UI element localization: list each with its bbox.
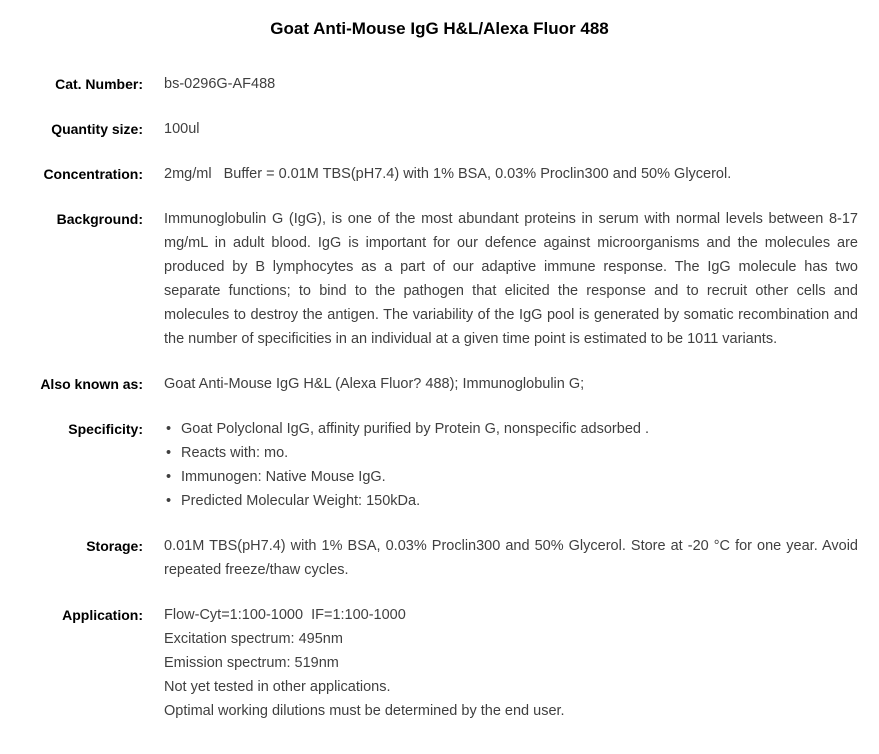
storage-value: 0.01M TBS(pH7.4) with 1% BSA, 0.03% Proclin300 and 50% Glycerol. Store at -20 °C for one year. Avoid repeated freeze/thaw cycles. (164, 538, 858, 578)
storage-label: Storage: (86, 538, 143, 554)
quantity-size-label: Quantity size: (51, 121, 143, 137)
application-line: Flow-Cyt=1:100-1000 IF=1:100-1000 (164, 607, 406, 623)
row-concentration (0, 162, 858, 186)
also-known-as-label: Also known as: (40, 376, 143, 392)
row-cat-number (0, 72, 858, 96)
application-line: Excitation spectrum: 495nm (164, 631, 343, 647)
application-line: Optimal working dilutions must be determined by the end user. (164, 703, 565, 719)
row-quantity-size (0, 117, 858, 141)
cat-number-label: Cat. Number: (55, 76, 143, 92)
row-also-known-as (0, 372, 858, 396)
row-application (0, 603, 858, 723)
page-title: Goat Anti-Mouse IgG H&L/Alexa Fluor 488 (270, 19, 609, 38)
row-specificity (0, 417, 858, 513)
quantity-size-value: 100ul (164, 121, 200, 137)
specificity-bullet: • Goat Polyclonal IgG, affinity purified by Protein G, nonspecific adsorbed . (164, 417, 858, 441)
cat-number-value: bs-0296G-AF488 (164, 76, 276, 92)
row-storage (0, 534, 858, 582)
specificity-bullet: • Reacts with: mo. (164, 441, 858, 465)
application-line: Not yet tested in other applications. (164, 679, 391, 695)
specificity-bullet: • Predicted Molecular Weight: 150kDa. (164, 489, 858, 513)
specificity-bullet: • Immunogen: Native Mouse IgG. (164, 465, 858, 489)
specificity-label: Specificity: (68, 421, 143, 437)
concentration-value: 2mg/ml Buffer = 0.01M TBS(pH7.4) with 1% BSA, 0.03% Proclin300 and 50% Glycerol. (164, 166, 732, 182)
also-known-as-value: Goat Anti-Mouse IgG H&L (Alexa Fluor? 488); Immunoglobulin G; (164, 376, 585, 392)
application-line: Emission spectrum: 519nm (164, 655, 339, 671)
application-label: Application: (62, 607, 143, 623)
concentration-label: Concentration: (43, 166, 143, 182)
specificity-bullet-list (164, 417, 858, 513)
background-value: Immunoglobulin G (IgG), is one of the most abundant proteins in serum with normal levels between 8-17 mg/mL in adult blood. IgG is important for our defence against microorganisms and the molecules are produced by B lymphocytes as a part of our adaptive immune response. The IgG molecule has two separate functions; to bind to the pathogen that elicited the response and to recruit other cells and molecules to destroy the antigen. The variability of the IgG pool is generated by somatic recombination and the number of specificities in an individual at a given time point is estimated to be 1011 variants. (164, 211, 858, 347)
row-background (0, 207, 858, 351)
field-rows (0, 72, 879, 723)
background-label: Background: (56, 211, 143, 227)
application-line-list (164, 603, 858, 723)
